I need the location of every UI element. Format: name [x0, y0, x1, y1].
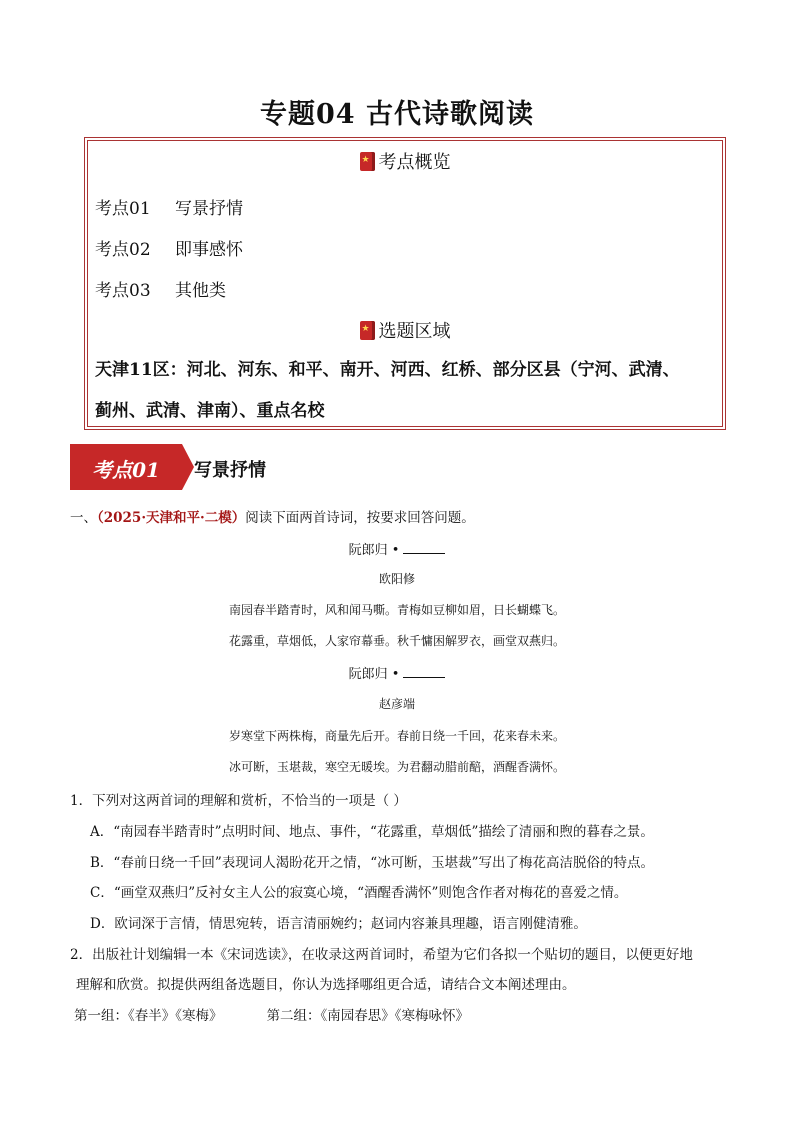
poem-1-title: 阮郎归 • [0, 539, 794, 558]
section-banner-label: 考点01 [92, 458, 160, 482]
poem-2-title: 阮郎归 • [0, 663, 794, 682]
overview-item-2 [95, 235, 243, 260]
question-prefix: 一、 [70, 510, 97, 526]
question-source: （2025·天津和平·二模） [97, 510, 246, 526]
poem-2-line-2: 冰可断，玉堪裁，寒空无暖埃。为君翻动腊前醅，酒醒香满怀。 [228, 760, 565, 774]
region-text [95, 350, 719, 432]
overview-box [84, 137, 726, 430]
poem-1-author: 欧阳修 [378, 572, 415, 586]
q1-option-c: C．“画堂双燕归”反衬女主人公的寂寞心境，“酒醒香满怀”则饱含作者对梅花的喜爱之情。 [90, 885, 628, 901]
question-prompt: 阅读下面两首诗词，按要求回答问题。 [245, 510, 475, 526]
q1-option-b: B．“春前日绕一千回”表现词人渴盼花开之情，“冰可断，玉堪裁”写出了梅花高洁脱俗的特点。 [90, 855, 655, 871]
title-blank [403, 541, 445, 554]
item-number: 考点03 [95, 281, 151, 301]
group-1: 第一组：《春半》《寒梅》 [74, 1008, 223, 1024]
q1-stem: 1．下列对这两首词的理解和赏析，不恰当的一项是（ ） [70, 793, 407, 809]
section-heading: 写景抒情 [194, 460, 266, 481]
q2-line-2: 理解和欣赏。拟提供两组备选题目，你认为选择哪组更合适，请结合文本阐述理由。 [76, 977, 576, 993]
poem-2-author: 赵彦端 [378, 697, 415, 711]
red-book-icon [360, 152, 375, 171]
item-number: 考点01 [95, 199, 151, 219]
q2-line-1: 2．出版社计划编辑一本《宋词选读》，在收录这两首词时，希望为它们各拟一个贴切的题目，以便更好地 [70, 947, 693, 963]
section-banner [70, 444, 182, 490]
poem-1-line-2: 花露重，草烟低，人家帘幕垂。秋千慵困解罗衣，画堂双燕归。 [228, 634, 565, 648]
q1-option-d: D．欧词深于言情，情思宛转，语言清丽婉约；赵词内容兼具理趣，语言刚健清雅。 [90, 916, 587, 932]
q1-option-a: A．“南园春半踏青时”点明时间、地点、事件，“花露重，草烟低”描绘了清丽和煦的暮春之景。 [90, 824, 654, 840]
item-number: 考点02 [95, 240, 151, 260]
overview-item-1 [95, 194, 243, 219]
item-name: 其他类 [175, 281, 226, 301]
overview-heading: ★考点概览 [85, 148, 725, 174]
region-line-1: 天津11区：河北、河东、和平、南开、河西、红桥、部分区县（宁河、武清、 [95, 360, 680, 380]
title-blank [403, 665, 445, 678]
poem-2-line-1: 岁寒堂下两株梅，商量先后开。春前日绕一千回，花来春未来。 [228, 729, 565, 743]
page-title: 专题04 古代诗歌阅读 [260, 99, 534, 130]
overview-item-3 [95, 276, 226, 301]
item-name: 写景抒情 [175, 199, 243, 219]
poem-1-line-1: 南园春半踏青时，风和闻马嘶。青梅如豆柳如眉，日长蝴蝶飞。 [228, 603, 565, 617]
region-heading: ★选题区域 [85, 317, 725, 343]
item-name: 即事感怀 [175, 240, 243, 260]
question-intro [70, 506, 475, 526]
group-2: 第二组：《南园春思》《寒梅咏怀》 [266, 1008, 469, 1024]
red-book-icon [360, 321, 375, 340]
q2-groups [74, 1004, 469, 1024]
region-line-2: 蓟州、武清、津南）、重点名校 [95, 401, 325, 421]
